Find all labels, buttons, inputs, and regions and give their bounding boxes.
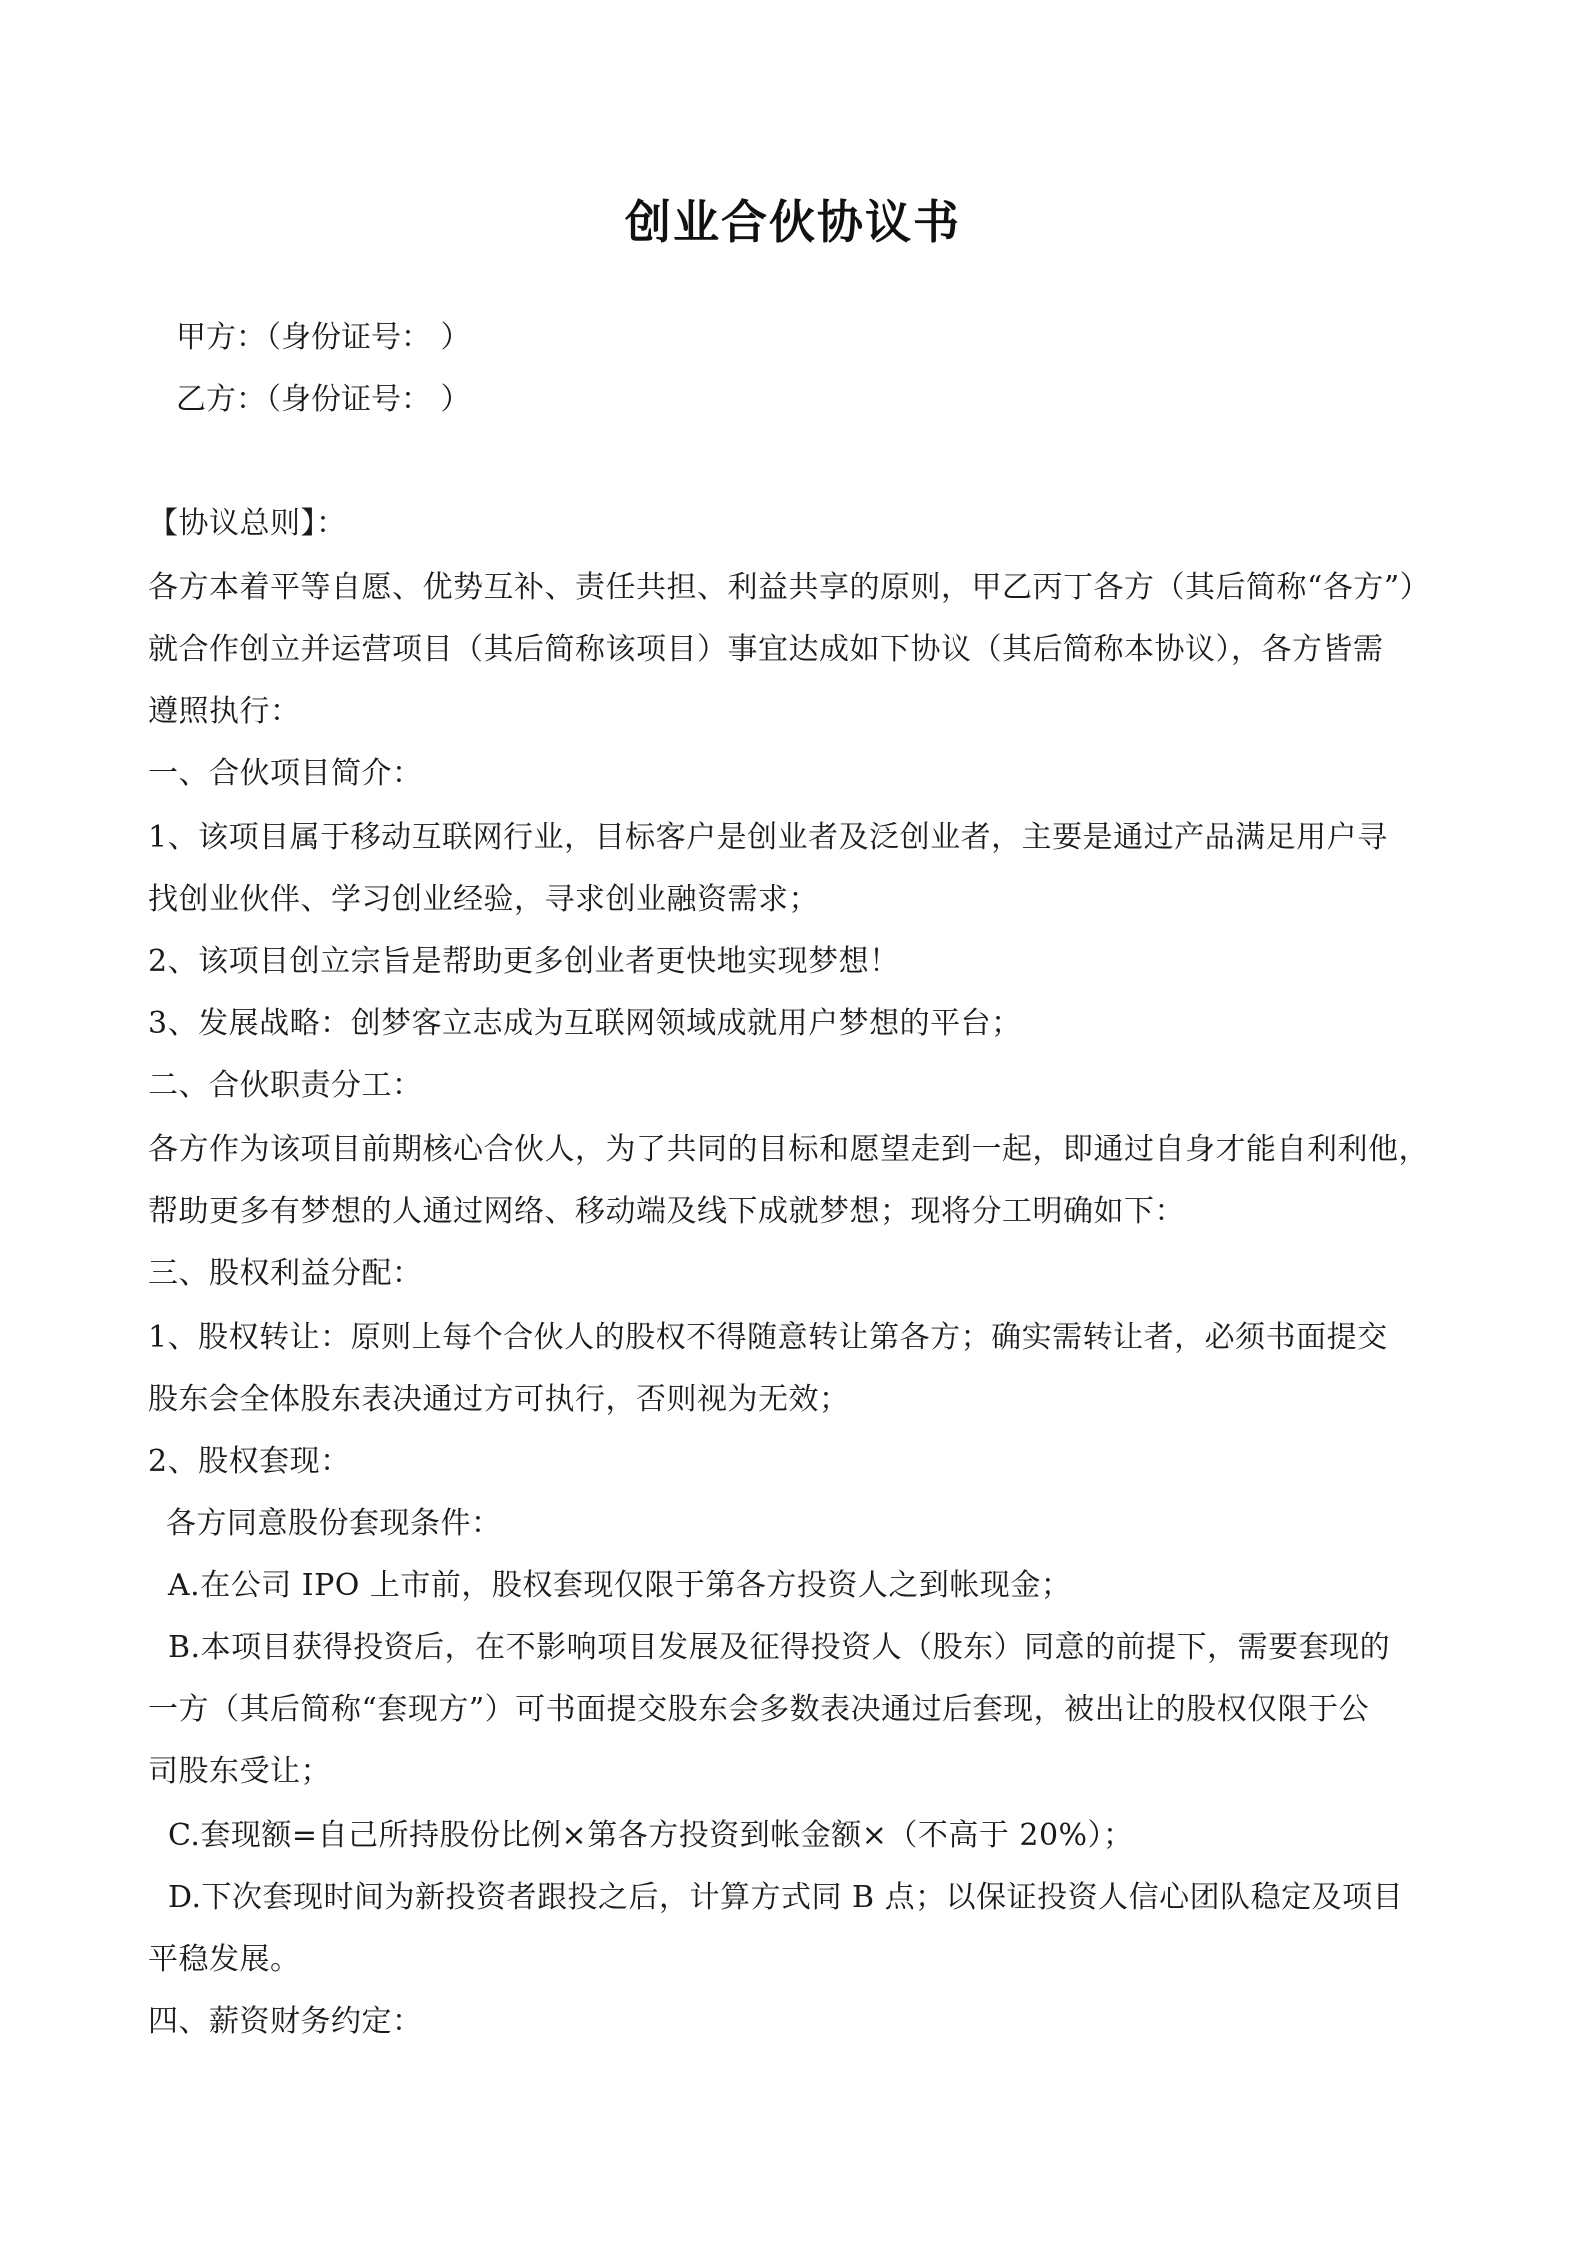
section-heading: 四、薪资财务约定： (148, 2004, 423, 2039)
paragraph-line: 找创业伙伴、学习创业经验，寻求创业融资需求； (148, 882, 819, 917)
list-item-a: A.在公司 IPO 上市前，股权套现仅限于第各方投资人之到帐现金； (168, 1568, 1072, 1603)
party-a-line: 甲方：（身份证号： ） (176, 320, 471, 355)
list-item-c: C.套现额=自己所持股份比例×第各方投资到帐金额×（不高于 20%）； (168, 1818, 1134, 1853)
paragraph-line: 平稳发展。 (148, 1942, 301, 1977)
section-heading: 三、股权利益分配： (148, 1256, 423, 1291)
paragraph-line: 各方作为该项目前期核心合伙人，为了共同的目标和愿望走到一起，即通过自身才能自利利他， (148, 1132, 1429, 1167)
document-title: 创业合伙协议书 (625, 195, 961, 249)
party-b-line: 乙方：（身份证号： ） (176, 382, 471, 417)
paragraph-line: 1、该项目属于移动互联网行业，目标客户是创业者及泛创业者，主要是通过产品满足用户寻 (148, 820, 1388, 855)
paragraph-line: 一方（其后简称“套现方”）可书面提交股东会多数表决通过后套现，被出让的股权仅限于公 (148, 1692, 1370, 1727)
general-principles-heading: 【协议总则】： (148, 506, 347, 541)
paragraph-line: 3、发展战略：创梦客立志成为互联网领域成就用户梦想的平台； (148, 1006, 1022, 1041)
list-item-b: B.本项目获得投资后，在不影响项目发展及征得投资人（股东）同意的前提下，需要套现的 (168, 1630, 1391, 1665)
paragraph-line: 各方本着平等自愿、优势互补、责任共担、利益共享的原则，甲乙丙丁各方（其后简称“各方”） (148, 570, 1431, 605)
paragraph-line: 司股东受让； (148, 1754, 331, 1789)
paragraph-line: 帮助更多有梦想的人通过网络、移动端及线下成就梦想；现将分工明确如下： (148, 1194, 1185, 1229)
section-heading: 二、合伙职责分工： (148, 1068, 423, 1103)
paragraph-line: 股东会全体股东表决通过方可执行，否则视为无效； (148, 1382, 850, 1417)
list-item-d: D.下次套现时间为新投资者跟投之后，计算方式同 B 点；以保证投资人信心团队稳定及项目 (168, 1880, 1404, 1915)
paragraph-line: 就合作创立并运营项目（其后简称该项目）事宜达成如下协议（其后简称本协议），各方皆需 (148, 632, 1384, 667)
paragraph-line: 遵照执行： (148, 694, 301, 729)
section-heading: 一、合伙项目简介： (148, 756, 423, 791)
paragraph-line: 1、股权转让：原则上每个合伙人的股权不得随意转让第各方；确实需转让者，必须书面提交 (148, 1320, 1388, 1355)
paragraph-line: 2、该项目创立宗旨是帮助更多创业者更快地实现梦想！ (148, 944, 900, 979)
paragraph-line: 各方同意股份套现条件： (166, 1506, 502, 1541)
paragraph-line: 2、股权套现： (148, 1444, 351, 1479)
